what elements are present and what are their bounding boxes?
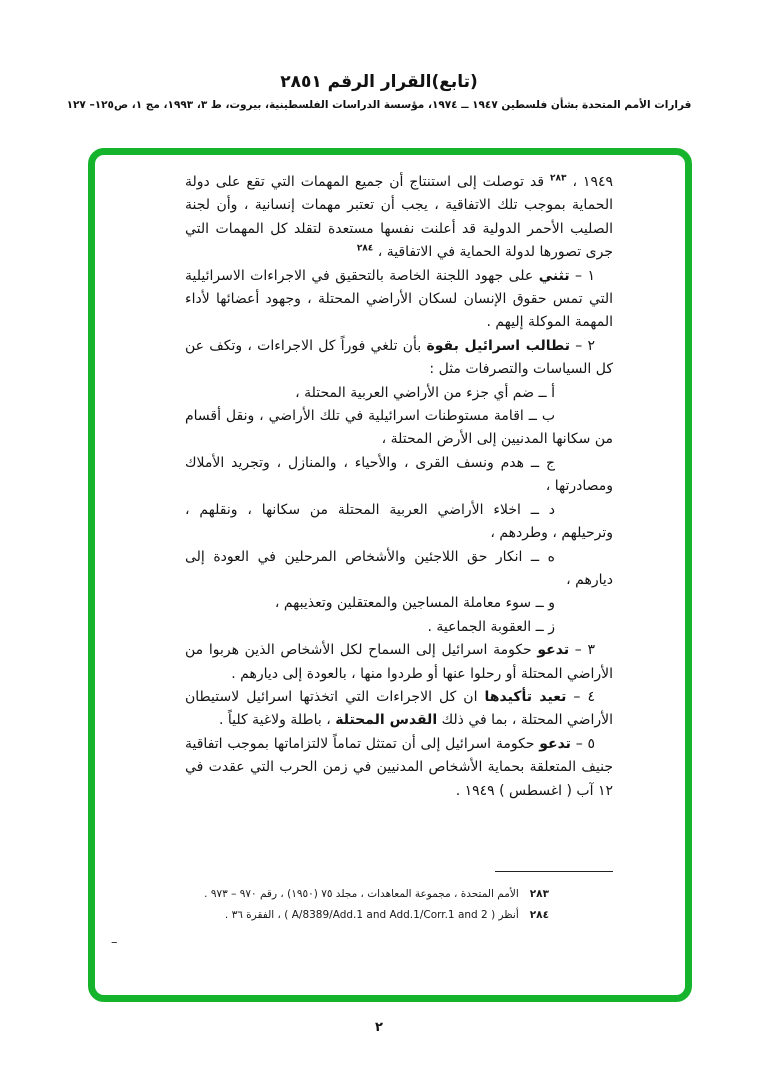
subitem-g	[185, 616, 613, 639]
subitem-text: و ــ سوء معاملة المساجين والمعتقلين وتعذيبهم ،	[274, 595, 555, 612]
footnote-283	[120, 884, 613, 905]
item-number: ٢ –	[569, 337, 595, 354]
source-citation: قرارات الأمم المتحدة بشأن فلسطين ١٩٤٧ ــ ١٩٧٤، مؤسسة الدراسات الفلسطينية، بيروت، ط ٣، ١٩٩٣، مج ١، ص١٢٥– ١٢٧	[66, 99, 692, 111]
item-keyword: تثني	[538, 267, 570, 284]
item-keyword: تطالب اسرائيل بقوة	[426, 337, 570, 354]
subitem-b	[185, 405, 613, 452]
item-keyword: تعيد تأكيدها	[484, 688, 567, 705]
resolution-item-4	[185, 686, 613, 733]
page-header	[0, 0, 758, 111]
item-keyword: تدعو	[539, 735, 571, 752]
subitem-text: ج ــ هدم ونسف القرى ، والأحياء ، والمنازل ، وتجريد الأملاك ومصادرتها ،	[185, 454, 613, 495]
resolution-item-5	[185, 733, 613, 803]
footnote-number: ٢٨٣	[529, 888, 549, 900]
footnote-number: ٢٨٤	[529, 909, 549, 921]
footnote-separator-rule	[495, 871, 613, 872]
item-keyword: تدعو	[537, 642, 570, 659]
item-text: حكومة اسرائيل إلى السماح لكل الأشخاص الذين هربوا من الأراضي المحتلة أو رحلوا عنها أو طردوا منها ، بالعودة إلى ديارهم .	[185, 642, 613, 682]
resolution-item-2	[185, 335, 613, 382]
item-number: ٥ –	[570, 735, 595, 752]
footnote-text-pre: أنظر (	[487, 909, 519, 921]
subitem-text: أ ــ ضم أي جزء من الأراضي العربية المحتلة ،	[295, 384, 555, 401]
item-number: ١ –	[569, 267, 595, 284]
subitem-text: ب ــ اقامة مستوطنات اسرائيلية في تلك الأراضي ، ونقل أقسام من سكانها المدنيين إلى الأرض المحتلة ،	[185, 408, 613, 448]
footnote-ref-284: ٢٨٤	[356, 243, 374, 254]
item-number: ٣ –	[569, 642, 595, 659]
item-text: على جهود اللجنة الخاصة بالتحقيق في الاجراءات الاسرائيلية التي تمس حقوق الإنسان لسكان الأراضي المحتلة ، وجهود أعضائها لأداء المهمة الموكلة إليهم .	[185, 267, 613, 331]
subitem-text: ز ــ العقوبة الجماعية .	[427, 618, 555, 635]
footnote-284	[120, 905, 613, 926]
intro-text: قد توصلت إلى استنتاج أن جميع المهمات التي تقع على دولة الحماية بموجب تلك الاتفاقية ، يجب أن تعتبر مهمات إنسانية ، وأن لجنة الصليب الأحمر الدولية قد أعلنت نفسها مستعدة لتقلد كل المهمات التي جرى تصورها لدولة الحماية في الاتفاقية ،	[185, 174, 613, 261]
subitem-f	[185, 592, 613, 615]
item-text: حكومة اسرائيل إلى أن تمتثل تماماً لالتزاماتها بموجب اتفاقية جنيف المتعلقة بحماية الأشخاص المدنيين في زمن الحرب التي عقدت في ١٢ آب ( اغسطس ) ١٩٤٩ .	[185, 735, 613, 799]
stray-scan-mark: –	[111, 935, 118, 950]
page-number: ٢	[375, 1020, 383, 1035]
footnote-text-post: ) ، الفقرة ٣٦ .	[224, 909, 292, 921]
subitem-d	[185, 499, 613, 546]
subitem-text: د ــ اخلاء الأراضي العربية المحتلة من سكانها ، ونقلهم ، وترحيلهم ، وطردهم ،	[185, 501, 613, 542]
subitem-a	[185, 382, 613, 405]
intro-year: ١٩٤٩ ،	[566, 174, 613, 190]
footnote-text	[225, 905, 519, 926]
subitem-e	[185, 546, 613, 593]
subitem-c	[185, 452, 613, 499]
resolution-item-3	[185, 639, 613, 686]
footnote-ref-283: ٢٨٣	[550, 173, 567, 184]
footnotes-section	[120, 871, 613, 926]
resolution-text	[185, 171, 613, 803]
resolution-item-1	[185, 265, 613, 335]
footnote-text: الأمم المتحدة ، مجموعة المعاهدات ، مجلد ٧٥ (١٩٥٠) ، رقم ٩٧٠ – ٩٧٣ .	[204, 888, 519, 900]
page-title: (تابع)القرار الرقم ٢٨٥١	[280, 72, 478, 92]
subitem-text: ه ــ انكار حق اللاجئين والأشخاص المرحلين في العودة إلى ديارهم ،	[185, 548, 613, 588]
highlight-border-box	[88, 148, 692, 1002]
item-text: بأن تلغي فوراً كل الاجراءات ، وتكف عن كل السياسات والتصرفات مثل :	[185, 337, 613, 378]
item-text-cont: ، باطلة ولاغية كلياً .	[218, 712, 336, 729]
item-emphasis: القدس المحتلة	[335, 712, 438, 729]
un-document-symbol: A/8389/Add.1 and Add.1/Corr.1 and 2	[291, 909, 488, 921]
intro-paragraph	[185, 171, 613, 265]
item-text: ان كل الاجراءات التي اتخذتها اسرائيل لاستيطان الأراضي المحتلة ، بما في ذلك	[185, 688, 613, 729]
item-number: ٤ –	[566, 688, 596, 705]
